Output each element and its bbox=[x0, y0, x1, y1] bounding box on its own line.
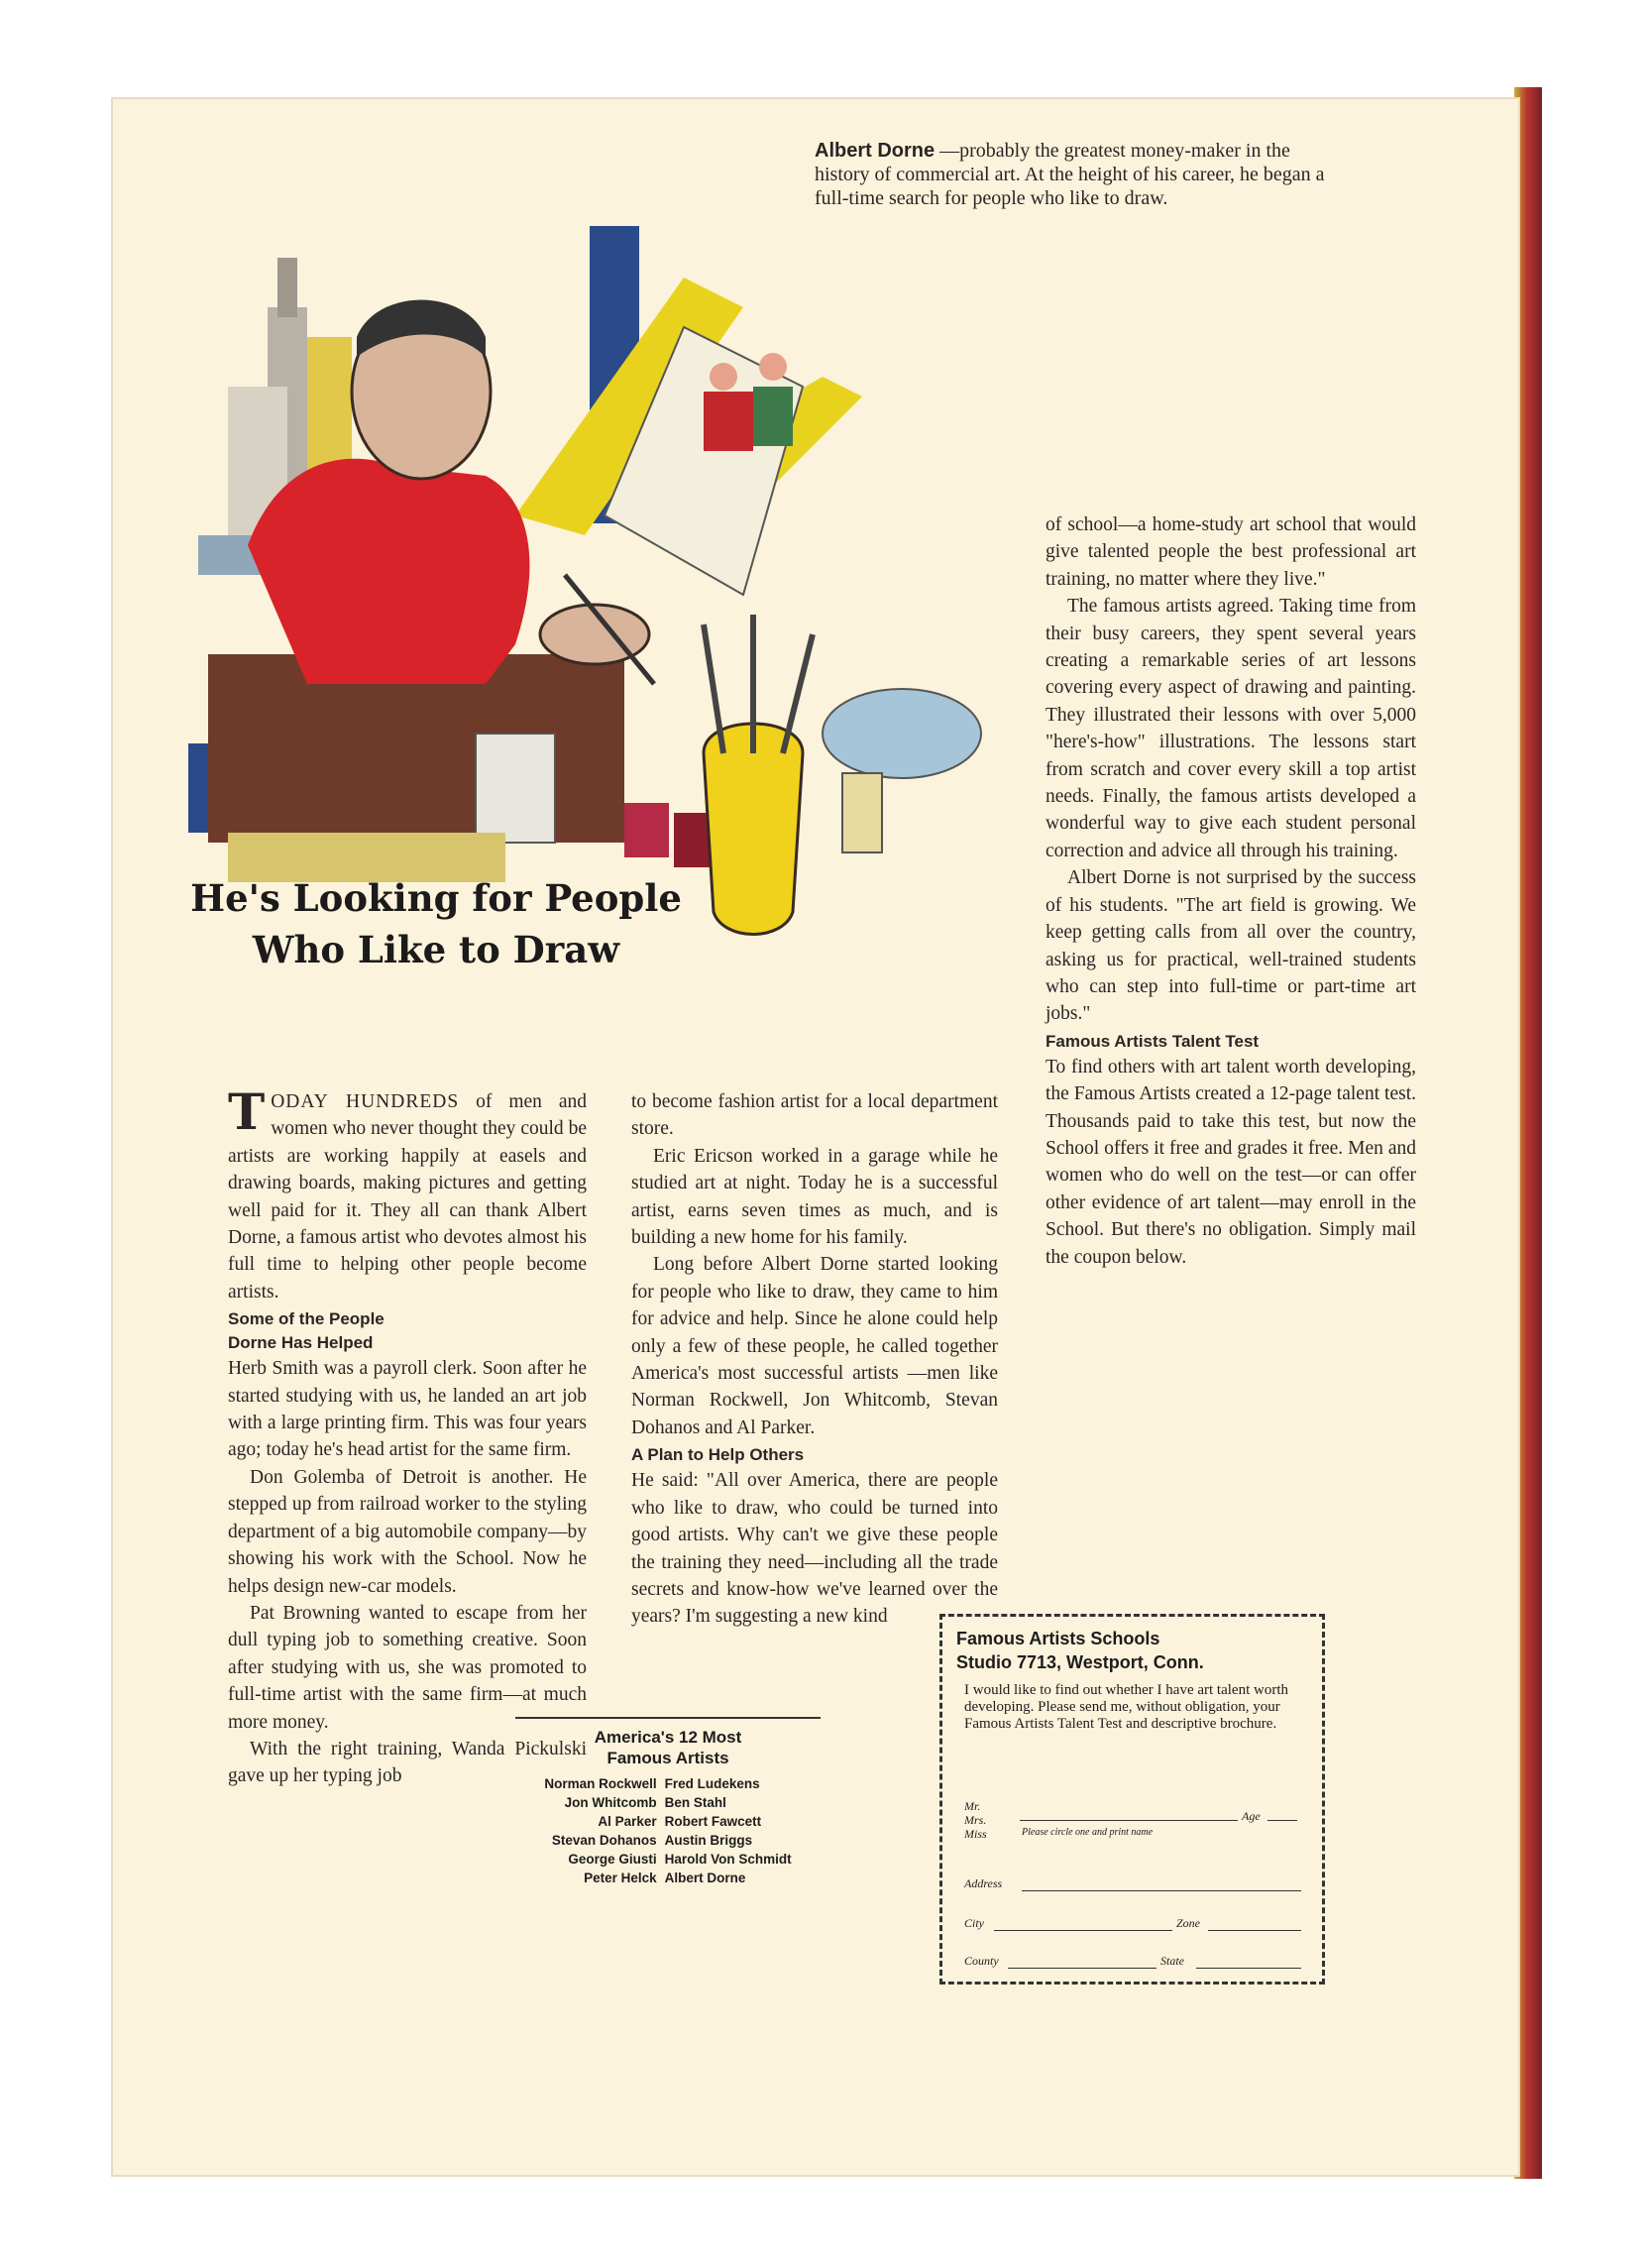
title-label-mr: Mr. bbox=[964, 1799, 981, 1813]
artist-name: Fred Ludekens bbox=[664, 1776, 760, 1791]
artist-name: Al Parker bbox=[598, 1814, 657, 1829]
paragraph: With the right training, Wanda Pickulski gave up her typing job bbox=[228, 1738, 587, 1787]
divider bbox=[515, 1717, 821, 1719]
artist-name: Harold Von Schmidt bbox=[664, 1852, 792, 1867]
address-label: Address bbox=[964, 1876, 1003, 1890]
title-label-miss: Miss bbox=[964, 1827, 987, 1841]
address-field[interactable] bbox=[1022, 1890, 1301, 1891]
city-label: City bbox=[964, 1916, 984, 1930]
zone-field[interactable] bbox=[1208, 1930, 1301, 1931]
county-label: County bbox=[964, 1954, 999, 1968]
artist-row bbox=[540, 1850, 795, 1869]
canvas-figure2-body bbox=[753, 387, 793, 446]
canvas-figure-dress bbox=[704, 392, 753, 451]
drop-cap: T bbox=[228, 1082, 266, 1141]
artist-row bbox=[540, 1793, 795, 1812]
artist-row bbox=[540, 1831, 795, 1850]
subhead-line-2: Dorne Has Helped bbox=[228, 1333, 374, 1353]
canvas-figure2-head bbox=[759, 353, 787, 381]
artist-row bbox=[540, 1812, 795, 1831]
famous-artists-list bbox=[501, 1717, 834, 1887]
paragraph: Eric Ericson worked in a garage while he studied art at night. Today he is a successful artist, earns seven times as much, and is building a new home for his family. bbox=[631, 1145, 998, 1249]
artist-row bbox=[540, 1774, 795, 1793]
page-headline bbox=[149, 872, 723, 975]
artists-title-2: Famous Artists bbox=[606, 1749, 729, 1767]
artists-title-1: America's 12 Most bbox=[594, 1728, 742, 1747]
paragraph: He said: "All over America, there are people who like to draw, who could be turned into good artists. Why can't we give these people the training they need—including all the trade secrets and know-how we've learned over the years? I'm suggesting a new kind bbox=[631, 1470, 998, 1628]
artist-row bbox=[540, 1869, 795, 1887]
circle-instruction: Please circle one and print name bbox=[1022, 1827, 1154, 1838]
subhead-line-1: Some of the People bbox=[228, 1309, 385, 1329]
red-shirt bbox=[248, 459, 529, 684]
paragraph: Don Golemba of Detroit is another. He stepped up from railroad worker to the styling department of a big automobile company—by showing his work with the School. Now he helps design new-car models. bbox=[228, 1466, 587, 1597]
mail-coupon[interactable] bbox=[939, 1614, 1325, 1984]
title-label-mrs: Mrs. bbox=[964, 1813, 987, 1827]
age-label: Age bbox=[1242, 1809, 1261, 1823]
intro-paragraph bbox=[228, 1082, 587, 1305]
artist-name: Jon Whitcomb bbox=[564, 1795, 657, 1810]
bottle bbox=[842, 773, 882, 852]
subhead-talent-test: Famous Artists Talent Test bbox=[1046, 1031, 1260, 1051]
paragraph: Herb Smith was a payroll clerk. Soon after he started studying with us, he landed an art job with a large printing firm. This was four years ago; today he's head artist for the same firm. bbox=[228, 1358, 587, 1461]
paragraph: To find others with art talent worth developing, the Famous Artists created a 12-page talent test. Thousands paid to take this test, but now the School offers it free and grades it free. Men and women who do well on the test—or can offer other evidence of art talent—may enroll in the School. But there's no obligation. Simply mail the coupon below. bbox=[1046, 1056, 1416, 1268]
intro-text: of men and women who never thought they could be artists are working happily at easels and drawing boards, making pictures and getting well paid for it. They all can thank Albert Dorne, a famous artist who devotes almost his full time to helping other people become artists. bbox=[228, 1091, 587, 1303]
zone-label: Zone bbox=[1176, 1916, 1200, 1930]
coupon-school: Famous Artists Schools bbox=[956, 1629, 1160, 1648]
caption-name: Albert Dorne bbox=[815, 140, 936, 162]
artist-name: Stevan Dohanos bbox=[551, 1833, 657, 1848]
headline-line-1: He's Looking for People bbox=[190, 876, 682, 920]
artist-name: Norman Rockwell bbox=[544, 1776, 657, 1791]
artist-name: George Giusti bbox=[568, 1852, 657, 1867]
lead-in: ODAY HUNDREDS bbox=[271, 1091, 460, 1112]
brush bbox=[783, 634, 813, 753]
canvas-figure-head bbox=[710, 363, 737, 391]
skyline-tower bbox=[277, 258, 297, 317]
illustration-caption bbox=[815, 139, 1330, 210]
artist-name: Albert Dorne bbox=[664, 1871, 746, 1885]
artist-name: Ben Stahl bbox=[664, 1795, 726, 1810]
county-field[interactable] bbox=[1008, 1968, 1156, 1969]
headline-line-2: Who Like to Draw bbox=[252, 928, 620, 971]
coupon-address: Studio 7713, Westport, Conn. bbox=[956, 1652, 1204, 1672]
ink-bottle bbox=[624, 803, 669, 857]
subhead-people bbox=[228, 1307, 587, 1355]
caption-text: —probably the greatest money-maker in the history of commercial art. At the height of his career, he began a full-time search for people who like to draw. bbox=[815, 140, 1325, 209]
paragraph: to become fashion artist for a local department store. bbox=[631, 1091, 998, 1140]
column-3 bbox=[1046, 511, 1416, 1271]
column-2 bbox=[631, 1088, 998, 1631]
artist-name: Austin Briggs bbox=[664, 1833, 753, 1848]
city-field[interactable] bbox=[994, 1930, 1172, 1931]
paragraph: The famous artists agreed. Taking time from their busy careers, they spent several years creating a remarkable series of art lessons covering every aspect of drawing and painting. They illustrated their lessons with over 5,000 "here's-how" illustrations. The lessons start from scratch and cover every skill a top artist needs. Finally, the famous artists developed a wonderful way to give each student personal correction and advice all through his training. bbox=[1046, 596, 1416, 861]
paragraph: of school—a home-study art school that would give talented people the best professional art training, no matter where they live." bbox=[1046, 514, 1416, 590]
paragraph: Albert Dorne is not surprised by the success of his students. "The art field is growing. We keep getting calls from all over the country, asking us for practical, well-trained students who can step into full-time or part-time art jobs." bbox=[1046, 867, 1416, 1025]
artists-table bbox=[540, 1774, 795, 1887]
artist-name: Robert Fawcett bbox=[664, 1814, 762, 1829]
age-field[interactable] bbox=[1267, 1820, 1297, 1821]
paragraph: Long before Albert Dorne started looking for people who like to draw, they came to him for advice and help. Since he alone could help only a few of these people, he called together America's most successful artists —men like Norman Rockwell, Jon Whitcomb, Stevan Dohanos and Al Parker. bbox=[631, 1254, 998, 1438]
paragraph: Pat Browning wanted to escape from her dull typing job to something creative. Soon after studying with us, she was promoted to full-time artist with the same firm—at much more money. bbox=[228, 1602, 587, 1733]
background-band bbox=[188, 743, 208, 833]
subhead-plan: A Plan to Help Others bbox=[631, 1445, 805, 1465]
name-field[interactable] bbox=[1020, 1820, 1238, 1821]
artist-name: Peter Helck bbox=[584, 1871, 657, 1885]
albert-dorne-illustration bbox=[188, 218, 1041, 952]
state-field[interactable] bbox=[1196, 1968, 1301, 1969]
column-1 bbox=[228, 1082, 587, 1790]
state-label: State bbox=[1160, 1954, 1184, 1968]
bowl bbox=[823, 689, 981, 778]
coupon-request-text: I would like to find out whether I have art talent worth developing. Please send me, without obligation, your Famous Artists Talent Test and descriptive brochure. bbox=[964, 1682, 1288, 1732]
paint-jars-stack bbox=[476, 734, 555, 843]
